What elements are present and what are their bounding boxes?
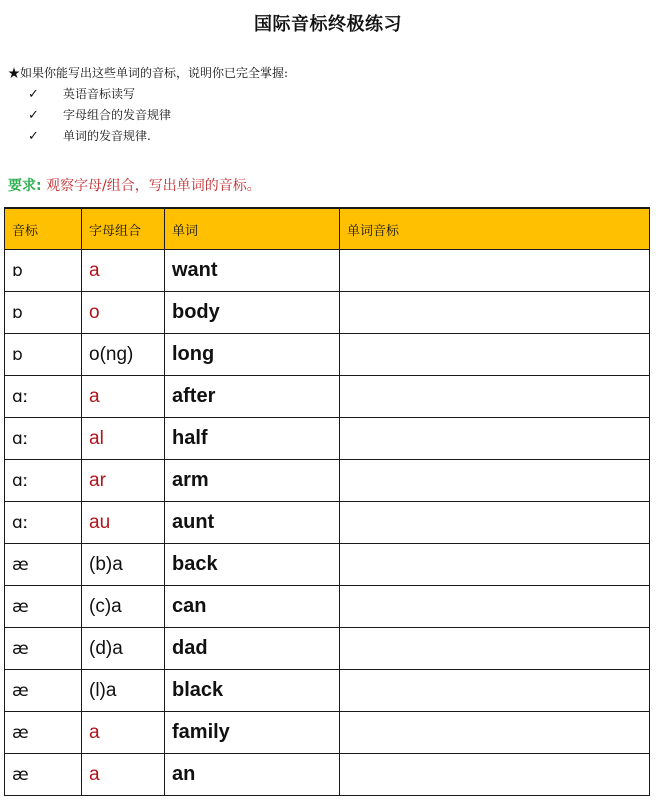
table-row: [5, 292, 650, 334]
answer-cell[interactable]: [340, 670, 650, 712]
phonetic-symbol: æ: [5, 628, 82, 670]
phonetic-symbol: æ: [5, 712, 82, 754]
phonetic-symbol: ɑː: [5, 460, 82, 502]
checklist-item: [8, 126, 288, 147]
table-row: [5, 712, 650, 754]
checklist-item-label: 英语音标读写: [63, 87, 136, 101]
table-row: [5, 376, 650, 418]
answer-cell[interactable]: [340, 544, 650, 586]
phonetic-symbol: æ: [5, 544, 82, 586]
answer-cell[interactable]: [340, 250, 650, 292]
intro-lead: ★如果你能写出这些单词的音标，说明你已完全掌握:: [8, 66, 289, 80]
letter-combo: (c)a: [82, 586, 165, 628]
table-header-row: [5, 208, 650, 250]
table-row: [5, 418, 650, 460]
letter-combo: a: [82, 250, 165, 292]
letter-combo: a: [82, 712, 165, 754]
checkmark-icon: ✓: [28, 108, 39, 123]
page-title: 国际音标终极练习: [254, 14, 402, 35]
table-body: [5, 250, 650, 796]
checklist-item-label: 字母组合的发音规律: [63, 108, 172, 122]
header-word: 单词: [165, 208, 340, 250]
answer-cell[interactable]: [340, 334, 650, 376]
phonetics-table: [4, 207, 650, 796]
word-cell: family: [165, 712, 340, 754]
word-cell: an: [165, 754, 340, 796]
answer-cell[interactable]: [340, 586, 650, 628]
letter-combo: o: [82, 292, 165, 334]
phonetic-symbol: ɒ: [5, 250, 82, 292]
table-row: [5, 544, 650, 586]
table-row: [5, 586, 650, 628]
word-cell: aunt: [165, 502, 340, 544]
phonetic-symbol: æ: [5, 586, 82, 628]
requirement-line: [8, 175, 261, 195]
table-row: [5, 334, 650, 376]
header-letter-combo: 字母组合: [82, 208, 165, 250]
answer-cell[interactable]: [340, 460, 650, 502]
letter-combo: (l)a: [82, 670, 165, 712]
intro-checklist: [8, 84, 288, 147]
answer-cell[interactable]: [340, 376, 650, 418]
header-symbol: 音标: [5, 208, 82, 250]
header-word-phonetic: 单词音标: [340, 208, 650, 250]
answer-cell[interactable]: [340, 502, 650, 544]
table-row: [5, 754, 650, 796]
word-cell: after: [165, 376, 340, 418]
table-row: [5, 502, 650, 544]
answer-cell[interactable]: [340, 754, 650, 796]
word-cell: body: [165, 292, 340, 334]
letter-combo: ar: [82, 460, 165, 502]
checklist-item: [8, 84, 288, 105]
word-cell: back: [165, 544, 340, 586]
word-cell: dad: [165, 628, 340, 670]
word-cell: can: [165, 586, 340, 628]
phonetic-symbol: ɑː: [5, 376, 82, 418]
phonetic-symbol: ɒ: [5, 292, 82, 334]
intro-block: [8, 63, 288, 147]
checkmark-icon: ✓: [28, 87, 39, 102]
word-cell: want: [165, 250, 340, 292]
letter-combo: o(ng): [82, 334, 165, 376]
table-row: [5, 670, 650, 712]
phonetic-symbol: ɒ: [5, 334, 82, 376]
phonetic-symbol: ɑː: [5, 418, 82, 460]
letter-combo: a: [82, 754, 165, 796]
word-cell: half: [165, 418, 340, 460]
word-cell: black: [165, 670, 340, 712]
letter-combo: a: [82, 376, 165, 418]
letter-combo: al: [82, 418, 165, 460]
word-cell: long: [165, 334, 340, 376]
phonetic-symbol: æ: [5, 754, 82, 796]
word-cell: arm: [165, 460, 340, 502]
answer-cell[interactable]: [340, 712, 650, 754]
checklist-item: [8, 105, 288, 126]
table-row: [5, 628, 650, 670]
answer-cell[interactable]: [340, 292, 650, 334]
requirement-label: 要求:: [8, 178, 42, 194]
answer-cell[interactable]: [340, 418, 650, 460]
table-row: [5, 460, 650, 502]
letter-combo: au: [82, 502, 165, 544]
checklist-item-label: 单词的发音规律.: [63, 129, 151, 143]
answer-cell[interactable]: [340, 628, 650, 670]
checkmark-icon: ✓: [28, 129, 39, 144]
letter-combo: (d)a: [82, 628, 165, 670]
table-row: [5, 250, 650, 292]
phonetic-symbol: ɑː: [5, 502, 82, 544]
requirement-text: 观察字母/组合，写出单词的音标。: [46, 178, 261, 194]
letter-combo: (b)a: [82, 544, 165, 586]
phonetic-symbol: æ: [5, 670, 82, 712]
